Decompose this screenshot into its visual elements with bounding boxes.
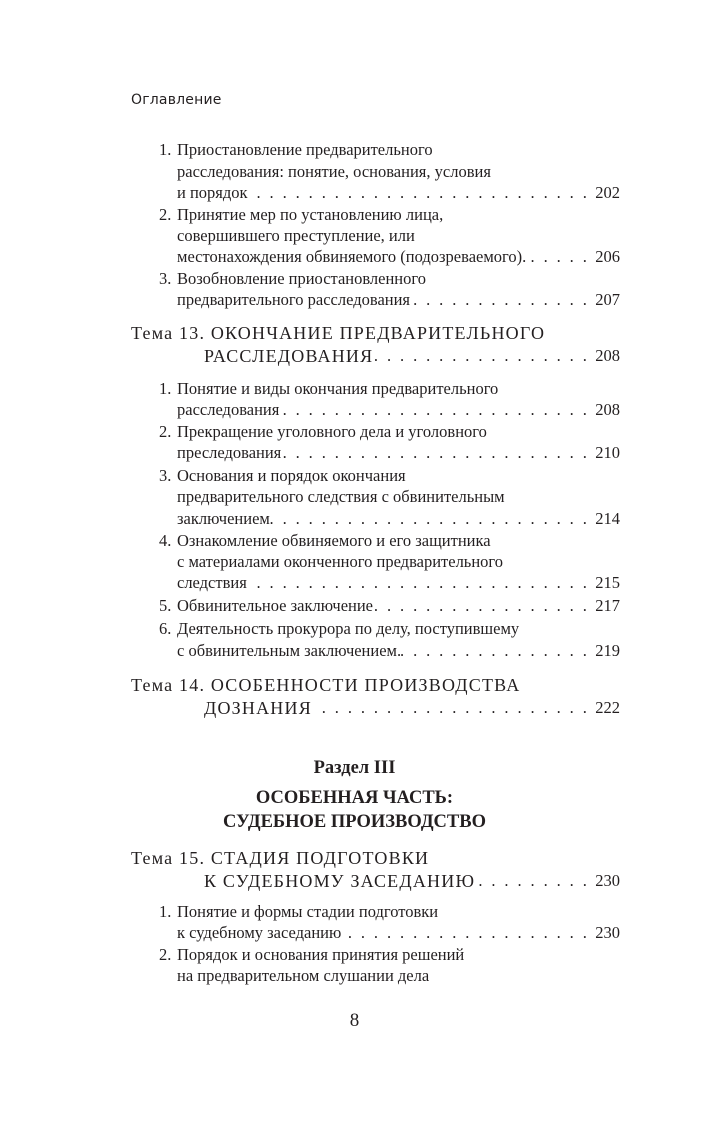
toc-item-line	[159, 378, 620, 400]
item-page: 230	[595, 923, 620, 942]
toc-topic-title: Тема 15. СТАДИЯ ПОДГОТОВКИ	[131, 848, 430, 868]
item-text: следствия	[177, 573, 247, 592]
item-text: предварительного следствия с обвинительным	[177, 487, 505, 506]
item-text: Приостановление предварительного	[177, 140, 433, 159]
dot-leader	[281, 442, 589, 464]
toc-topic-title: Тема 14. ОСОБЕННОСТИ ПРОИЗВОДСТВА	[131, 675, 521, 695]
toc-item-line	[159, 204, 620, 226]
item-number: 4.	[159, 531, 172, 550]
dot-leader	[373, 344, 589, 368]
item-page: 208	[595, 400, 620, 419]
toc-item-line	[159, 618, 620, 640]
item-page: 214	[595, 509, 620, 528]
item-text: Возобновление приостановленного	[177, 269, 426, 288]
dot-leader	[410, 289, 589, 311]
item-text: к судебному заседанию	[177, 923, 342, 942]
item-text: Основания и порядок окончания	[177, 466, 406, 485]
toc-topic-title-cont	[204, 344, 620, 368]
item-page: 215	[595, 573, 620, 592]
toc-item-line	[159, 268, 620, 290]
item-text: местонахождения обвиняемого (подозреваемого).	[177, 247, 527, 266]
item-text: Порядок и основания принятия решений	[177, 945, 465, 964]
item-text: и порядок	[177, 183, 248, 202]
item-page: 206	[595, 247, 620, 266]
topic-text: К СУДЕБНОМУ ЗАСЕДАНИЮ	[204, 871, 476, 891]
page-number: 8	[349, 1010, 360, 1031]
item-text: на предварительном слушании дела	[177, 966, 430, 985]
toc-item-line	[177, 572, 620, 594]
toc-item-line	[159, 465, 620, 487]
item-number: 2.	[159, 205, 172, 224]
item-text: с материалами оконченного предварительного	[177, 552, 504, 571]
item-page: 202	[595, 183, 620, 202]
section-title: ОСОБЕННАЯ ЧАСТЬ:	[255, 788, 454, 808]
item-text: Принятие мер по установлению лица,	[177, 205, 444, 224]
item-text: с обвинительным заключением.	[177, 641, 402, 660]
item-number: 1.	[159, 902, 172, 921]
item-page: 210	[595, 443, 620, 462]
topic-text: РАССЛЕДОВАНИЯ	[204, 346, 374, 366]
toc-item-line	[177, 289, 620, 311]
item-number: 5.	[159, 596, 172, 615]
dot-leader	[341, 922, 589, 944]
toc-item-line	[177, 551, 620, 573]
toc-item-line	[177, 640, 620, 662]
section-title: СУДЕБНОЕ ПРОИЗВОДСТВО	[223, 812, 486, 832]
toc-item-line	[177, 399, 620, 421]
toc-item-line	[177, 486, 620, 508]
topic-text: ДОЗНАНИЯ	[204, 698, 312, 718]
dot-leader	[401, 640, 589, 662]
topic-page: 222	[595, 698, 620, 717]
item-text: Прекращение уголовного дела и уголовного	[177, 422, 487, 441]
item-text: Понятие и виды окончания предварительного	[177, 379, 499, 398]
item-number: 1.	[159, 379, 172, 398]
item-number: 6.	[159, 619, 172, 638]
item-text: Деятельность прокурора по делу, поступившему	[177, 619, 520, 638]
item-text: Понятие и формы стадии подготовки	[177, 902, 439, 921]
item-number: 3.	[159, 466, 172, 485]
toc-topic-title-cont	[204, 869, 620, 893]
dot-leader	[270, 508, 589, 530]
toc-item-line	[159, 530, 620, 552]
dot-leader	[373, 595, 589, 617]
item-number: 1.	[159, 140, 172, 159]
toc-topic-title-cont	[204, 696, 620, 720]
item-text: Обвинительное заключение	[177, 596, 374, 615]
dot-leader	[247, 572, 589, 594]
item-page: 217	[595, 596, 620, 615]
topic-page: 230	[595, 871, 620, 890]
toc-item-line	[159, 901, 620, 923]
toc-item-line	[177, 922, 620, 944]
toc-item-line	[159, 944, 620, 966]
dot-leader	[526, 246, 589, 268]
item-page: 207	[595, 290, 620, 309]
item-text: заключением	[177, 509, 270, 528]
item-text: совершившего преступление, или	[177, 226, 415, 245]
toc-item-line	[159, 139, 620, 161]
toc-item-line	[177, 161, 620, 183]
toc-item-line	[177, 182, 620, 204]
item-text: расследования	[177, 400, 280, 419]
item-number: 2.	[159, 422, 172, 441]
toc-item-line	[159, 421, 620, 443]
toc-item-line	[177, 965, 620, 987]
section-label: Раздел III	[313, 758, 396, 778]
item-text: Ознакомление обвиняемого и его защитника	[177, 531, 491, 550]
dot-leader	[279, 399, 589, 421]
toc-item-line	[177, 246, 620, 268]
item-page: 219	[595, 641, 620, 660]
toc-item-line	[159, 595, 620, 617]
topic-page: 208	[595, 346, 620, 365]
toc-item-line	[177, 225, 620, 247]
toc-topic-title: Тема 13. ОКОНЧАНИЕ ПРЕДВАРИТЕЛЬНОГО	[131, 323, 546, 343]
dot-leader	[312, 696, 589, 720]
dot-leader	[248, 182, 590, 204]
dot-leader	[475, 869, 589, 893]
running-header: Оглавление	[131, 92, 222, 108]
item-number: 3.	[159, 269, 172, 288]
item-text: предварительного расследования	[177, 290, 411, 309]
toc-item-line	[177, 508, 620, 530]
toc-item-line	[177, 442, 620, 464]
item-text: преследования	[177, 443, 282, 462]
item-text: расследования: понятие, основания, условия	[177, 162, 491, 181]
item-number: 2.	[159, 945, 172, 964]
